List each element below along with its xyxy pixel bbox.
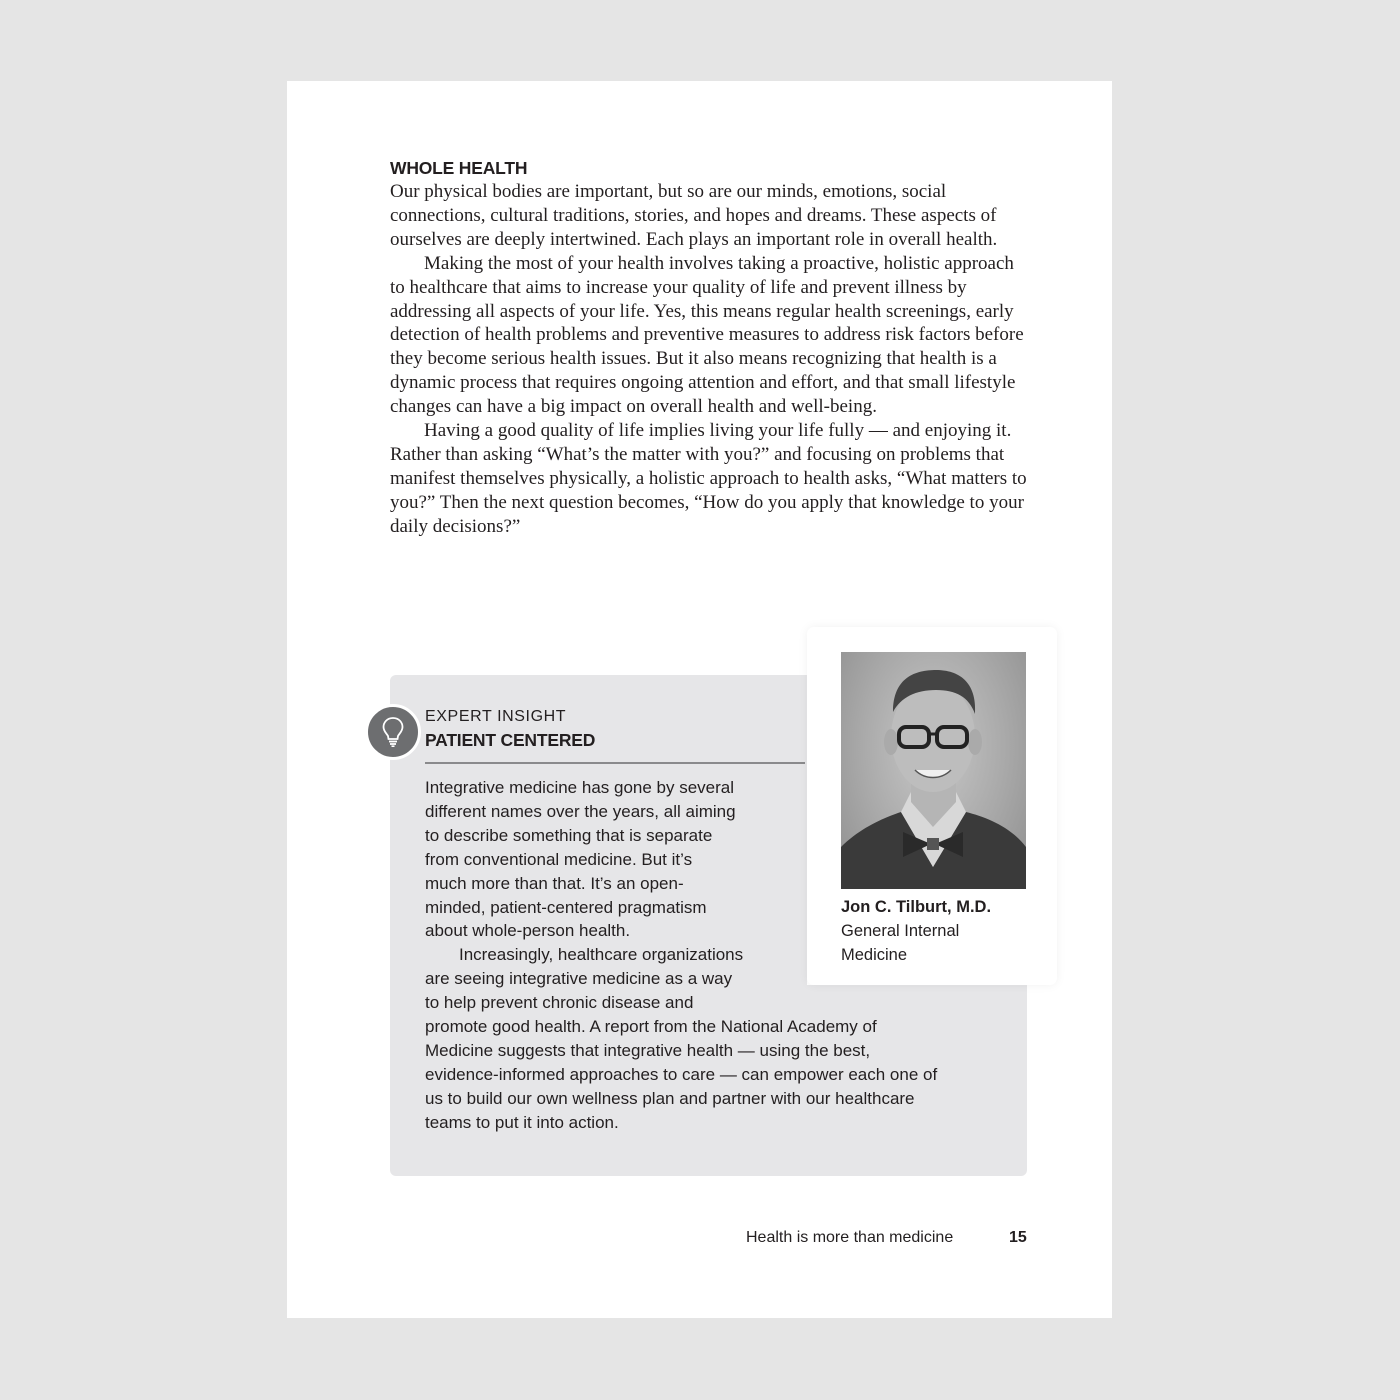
insight-title: PATIENT CENTERED <box>425 730 596 750</box>
insight-line: different names over the years, all aiming <box>425 801 736 821</box>
page-number: 15 <box>1009 1229 1027 1246</box>
divider <box>425 762 805 764</box>
insight-line: about whole-person health. <box>425 921 631 941</box>
insight-line: are seeing integrative medicine as a way <box>425 969 733 989</box>
insight-line: to help prevent chronic disease and <box>425 993 694 1013</box>
insight-line: evidence-informed approaches to care — can empower each one of <box>425 1064 938 1084</box>
insight-line: to describe something that is separate <box>425 825 713 845</box>
expert-card <box>807 627 1057 985</box>
lightbulb-icon <box>365 704 421 760</box>
insight-kicker: EXPERT INSIGHT <box>425 708 567 725</box>
insight-line: Medicine suggests that integrative health — using the best, <box>425 1040 871 1060</box>
insight-line: Integrative medicine has gone by several <box>425 778 735 797</box>
expert-name: Jon C. Tilburt, M.D. <box>841 898 992 916</box>
insight-line: much more than that. It’s an open- <box>425 873 684 893</box>
expert-photo <box>841 652 1026 889</box>
insight-line: promote good health. A report from the National Academy of <box>425 1017 877 1037</box>
document-page <box>287 81 1112 1318</box>
insight-line: teams to put it into action. <box>425 1112 619 1132</box>
paragraph-2: Making the most of your health involves taking a proactive, holistic approach to healthcare that aims to increase your quality of life and prevent illness by addressing all aspects of your life. Yes, this means regular health screenings, early detection of health problems and preventive measures to address risk factors before they become serious health issues. But it also means recognizing that health is a dynamic process that requires ongoing attention and effort, and that small lifestyle changes can have a big impact on overall health and well-being. <box>390 252 1024 418</box>
insight-line: us to build our own wellness plan and partner with our healthcare <box>425 1088 915 1108</box>
main-article <box>390 157 1030 539</box>
running-footer-title: Health is more than medicine <box>746 1229 954 1246</box>
insight-line: from conventional medicine. But it’s <box>425 849 693 869</box>
expert-department: General Internal Medicine <box>841 922 960 964</box>
paragraph-1: Our physical bodies are important, but so are our minds, emotions, social connections, cultural traditions, stories, and hopes and dreams. These aspects of ourselves are deeply intertwined. Each plays an important role in overall health. <box>390 181 998 250</box>
insight-line: minded, patient-centered pragmatism <box>425 897 707 917</box>
insight-header <box>425 706 595 752</box>
section-heading: WHOLE HEALTH <box>390 158 528 178</box>
insight-line: Increasingly, healthcare organizations <box>459 945 744 965</box>
paragraph-3: Having a good quality of life implies living your life fully — and enjoying it. Rather than asking “What’s the matter with you?” and focusing on problems that manifest themselves physically, a holistic approach to health asks, “What matters to you?” Then the next question becomes, “How do you apply that knowledge to your daily decisions?” <box>390 420 1027 537</box>
